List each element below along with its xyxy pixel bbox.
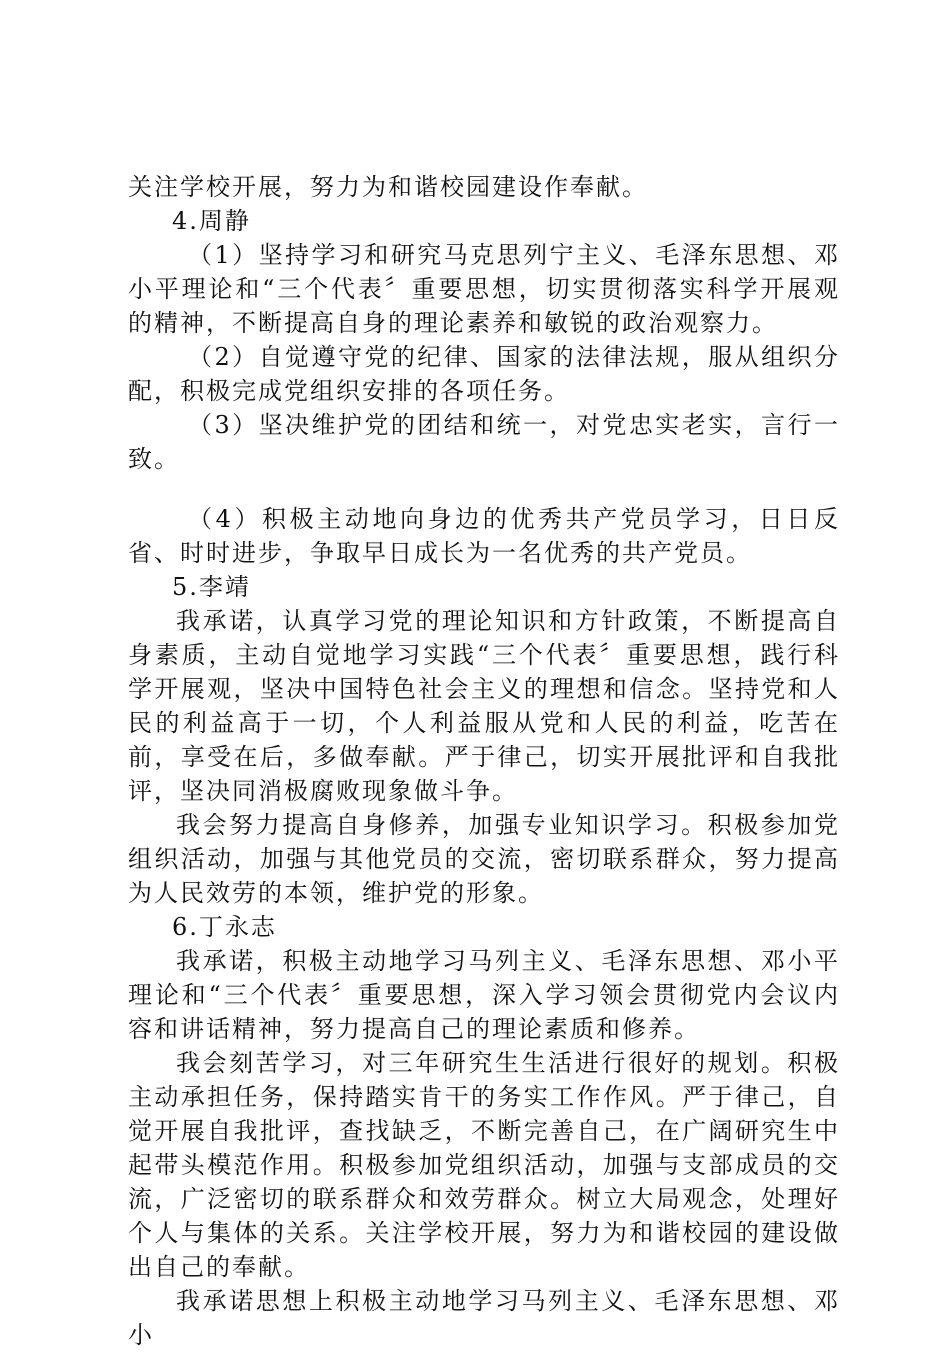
section-heading-zhou-jing: 4.周静 (172, 207, 251, 235)
body-paragraph: 我承诺，积极主动地学习马列主义、毛泽东思想、邓小平理论和“三个代表〞重要思想，深入学习领会贯彻党内会议内容和讲话精神，努力提高自己的理论素质和修养。 (128, 947, 840, 1043)
numbered-paragraph-3: （3）坚决维护党的团结和统一，对党忠实老实，言行一致。 (128, 411, 840, 473)
paragraph-continuation: 关注学校开展，努力为和谐校园建设作奉献。 (128, 173, 648, 201)
body-paragraph: 我承诺，认真学习党的理论知识和方针政策，不断提高自身素质，主动自觉地学习实践“三个代表〞重要思想，践行科学开展观，坚决中国特色社会主义的理想和信念。坚持党和人民的利益高于一切，个人利益服从党和人民的利益，吃苦在前，享受在后，多做奉献。严于律己，切实开展批评和自我批评，坚决同消极腐败现象做斗争。 (128, 607, 840, 805)
section-heading-li-jing: 5.李靖 (172, 573, 251, 601)
body-paragraph: 我会刻苦学习，对三年研究生生活进行很好的规划。积极主动承担任务，保持踏实肯干的务实工作作风。严于律己，自觉开展自我批评，查找缺乏，不断完善自己，在广阔研究生中起带头模范作用。积极参加党组织活动，加强与支部成员的交流，广泛密切的联系群众和效劳群众。树立大局观念，处理好个人与集体的关系。关注学校开展，努力为和谐校园的建设做出自己的奉献。 (128, 1049, 840, 1281)
numbered-paragraph-2: （2）自觉遵守党的纪律、国家的法律法规，服从组织分配，积极完成党组织安排的各项任务。 (128, 343, 840, 405)
numbered-paragraph-4: （4）积极主动地向身边的优秀共产党员学习，日日反省、时时进步，争取早日成长为一名优秀的共产党员。 (128, 505, 840, 567)
document-body (128, 170, 840, 1352)
numbered-paragraph-1: （1）坚持学习和研究马克思列宁主义、毛泽东思想、邓小平理论和“三个代表〞重要思想，切实贯彻落实科学开展观的精神，不断提高自身的理论素养和敏锐的政治观察力。 (128, 241, 840, 337)
paragraph-gap (128, 476, 840, 502)
body-paragraph: 我承诺思想上积极主动地学习马列主义、毛泽东思想、邓小 (128, 1287, 840, 1349)
section-heading-ding-yongzhi: 6.丁永志 (172, 913, 277, 941)
body-paragraph: 我会努力提高自身修养，加强专业知识学习。积极参加党组织活动，加强与其他党员的交流，密切联系群众，努力提高为人民效劳的本领，维护党的形象。 (128, 811, 840, 907)
